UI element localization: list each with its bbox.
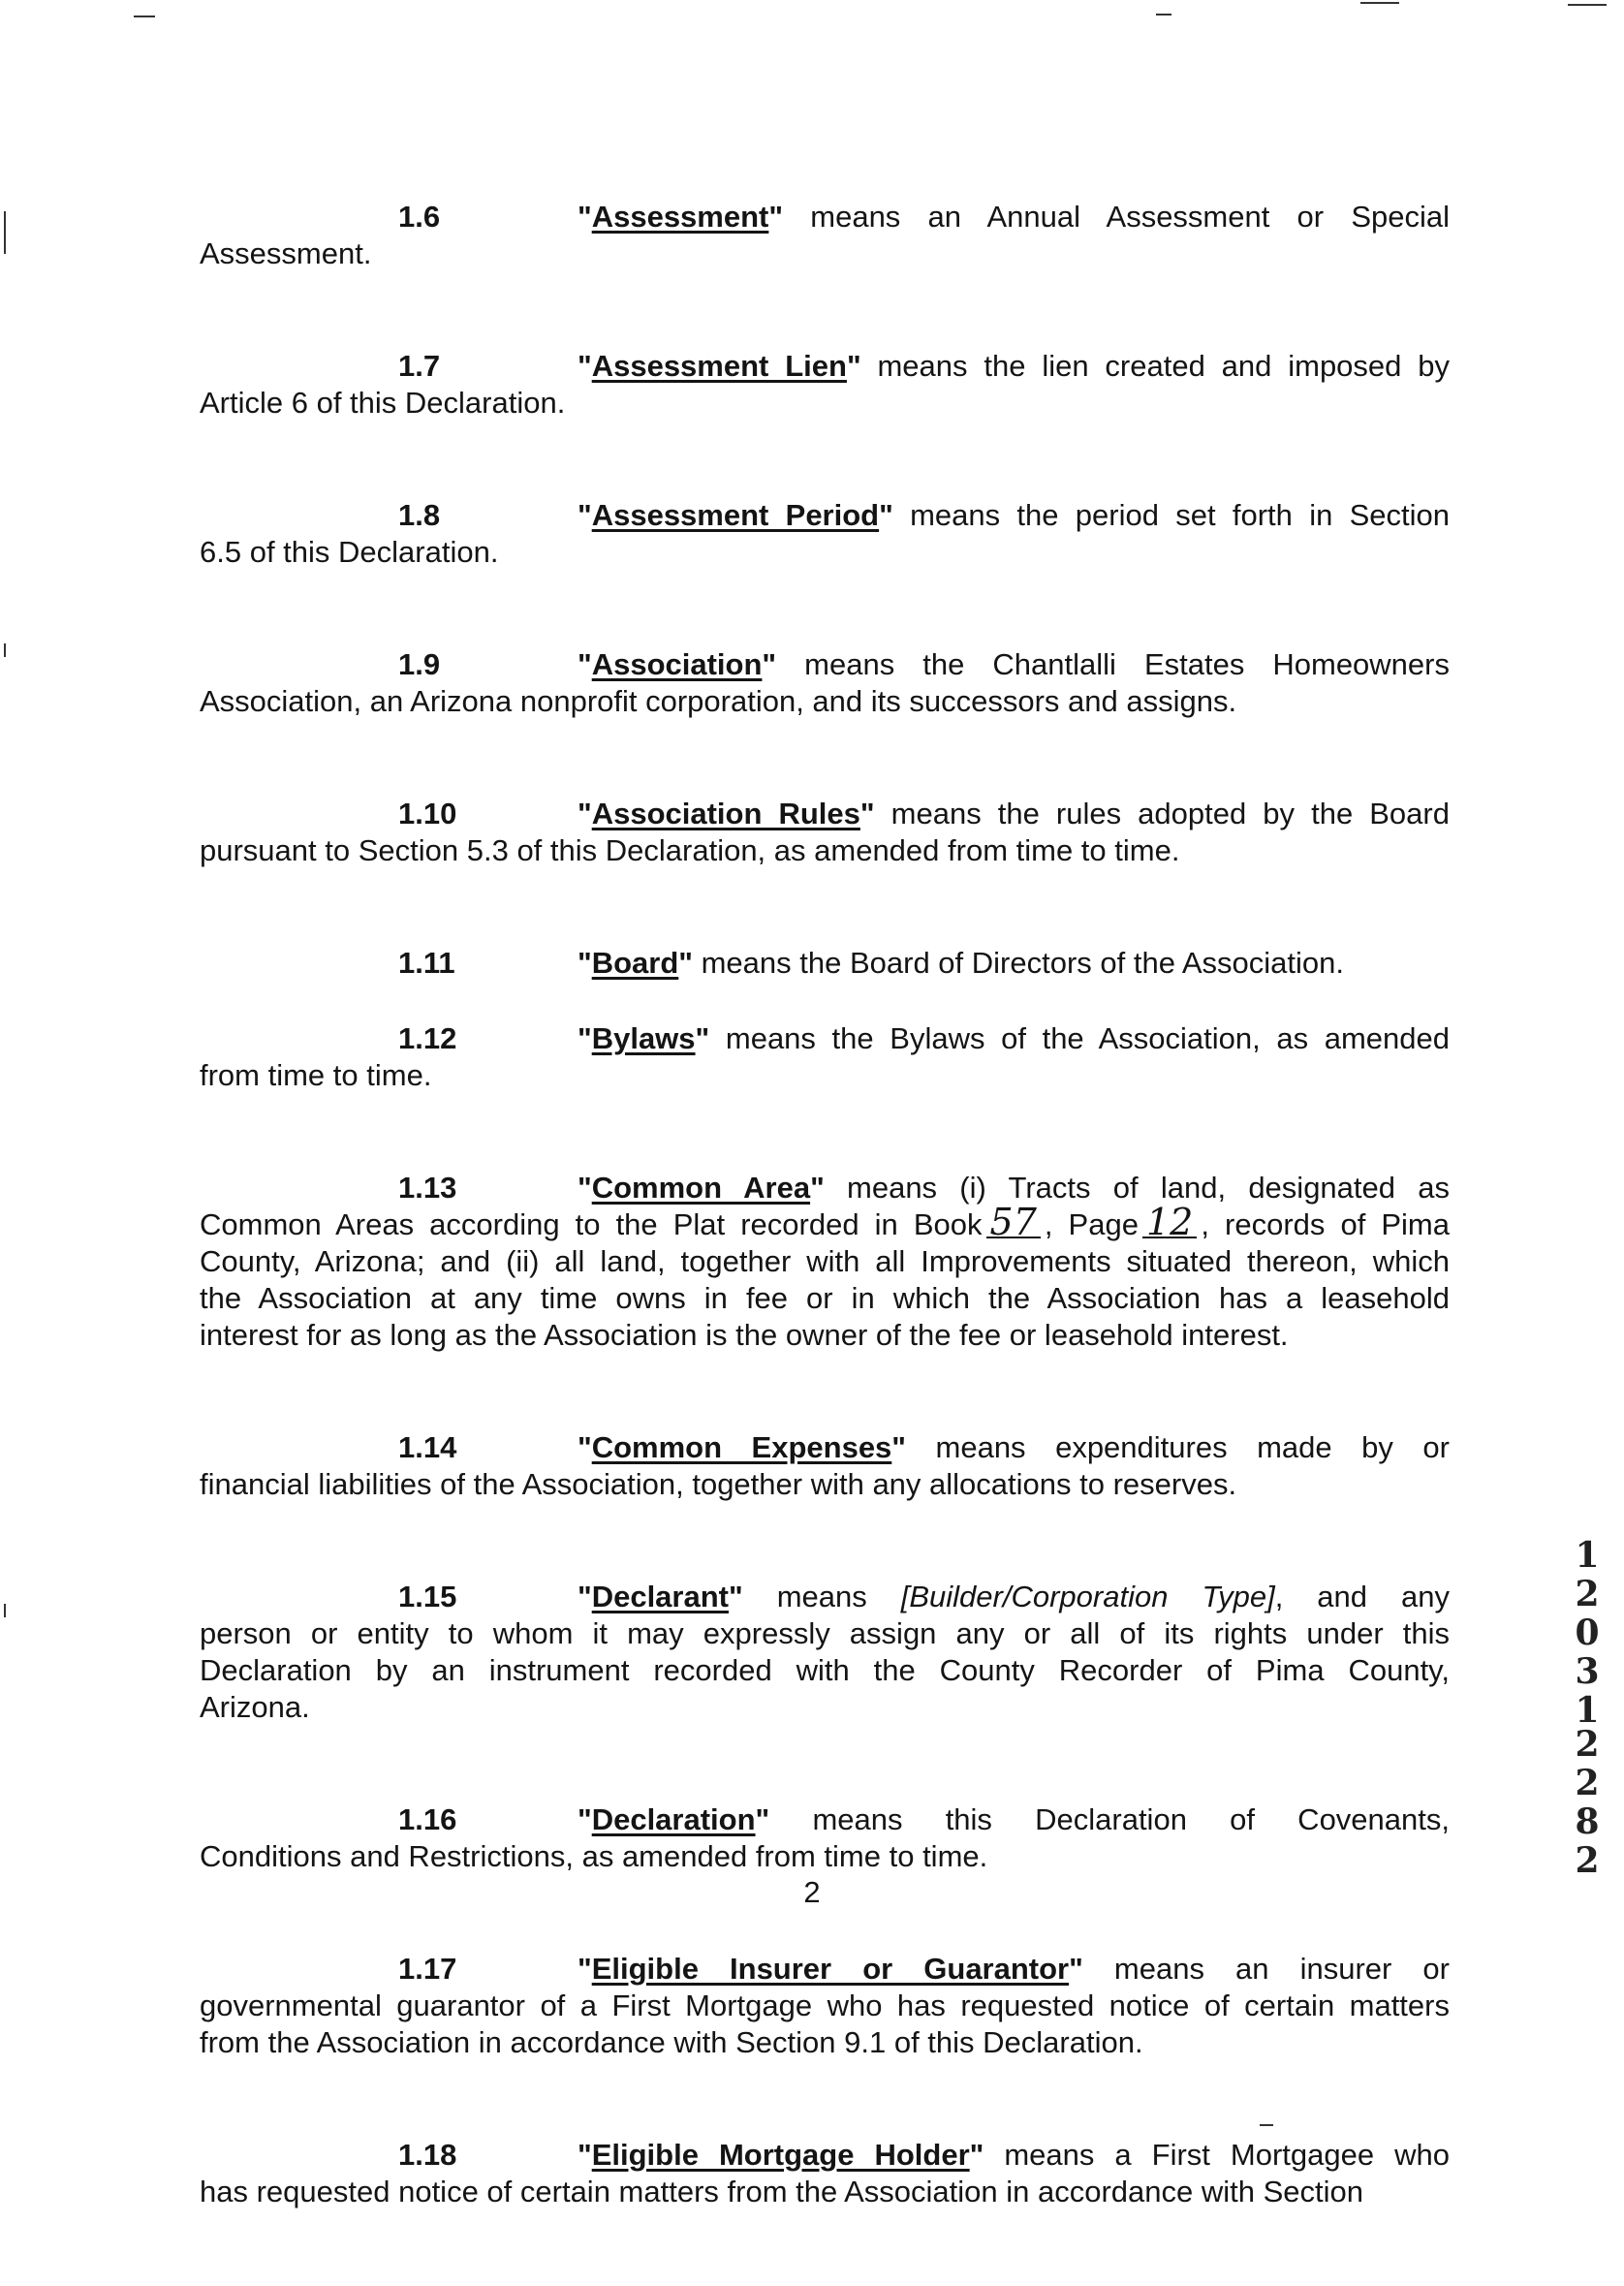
definition-continuation: the Association at any time owns in fee or in which the Association has a leasehold [200,1281,1450,1315]
open-quote: " [578,1580,592,1613]
section-number: 1.14 [398,1430,457,1464]
defined-term: Declaration [591,1802,756,1836]
close-quote: " [859,797,875,830]
definition-1-10 [200,796,1450,869]
definition-1-14 [200,1429,1450,1503]
close-quote: " [810,1171,825,1205]
defined-term: Association [591,647,763,681]
section-number: 1.17 [398,1952,457,1986]
scan-mark [4,643,6,657]
definition-continuation: has requested notice of certain matters from the Association in accordance with Section [200,2175,1364,2208]
definition-1-15 [200,1579,1450,1726]
close-quote: " [879,498,893,532]
definition-continuation: 6.5 of this Declaration. [200,535,499,569]
defined-term: Assessment [591,200,769,234]
definition-continuation: Conditions and Restrictions, as amended from time to time. [200,1839,988,1873]
section-number: 1.11 [398,946,455,980]
definition-text: means the Board of Directors of the Association. [692,946,1344,980]
stamp-digit: 3 [1575,1651,1600,1692]
definition-1-18 [200,2137,1450,2210]
definition-text: means the period set forth in Section [892,498,1451,532]
definition-1-12 [200,1020,1450,1094]
definition-1-6 [200,199,1450,272]
close-quote: " [768,200,784,234]
handwritten-page-number: 12 [1142,1207,1197,1238]
open-quote: " [578,498,592,532]
definition-continuation: pursuant to Section 5.3 of this Declaration, as amended from time to time. [200,833,1180,867]
stamp-digit: 1 [1575,1690,1600,1731]
section-number: 1.6 [398,200,441,234]
defined-term: Declarant [591,1580,729,1613]
open-quote: " [578,647,592,681]
definition-first-line [200,2137,1450,2174]
close-quote: " [755,1802,770,1836]
definition-first-line [200,348,1450,385]
open-quote: " [578,200,592,234]
stamp-digit: 0 [1575,1613,1600,1653]
definition-1-13 [200,1170,1450,1354]
definition-continuation: Assessment. [200,236,372,270]
definition-first-line [200,1579,1450,1615]
close-quote: " [891,1430,906,1464]
stamp-digit: 2 [1575,1724,1600,1765]
defined-term: Assessment Lien [591,349,847,383]
definition-first-line [200,1429,1450,1466]
definition-first-line [200,646,1450,683]
definition-first-line [200,199,1450,235]
definition-text: means an insurer or [1082,1952,1450,1986]
definition-text: means the lien created and imposed by [860,349,1450,383]
definition-continuation: Arizona. [200,1690,310,1724]
definition-1-7 [200,348,1450,422]
stamp-digit: 2 [1575,1840,1600,1881]
definition-first-line [200,1951,1450,1988]
defined-term: Bylaws [591,1021,696,1055]
plat-text: Common Areas according to the Plat recorded in Book [200,1207,983,1241]
stamp-digit: 2 [1575,1763,1600,1803]
scan-mark [1156,14,1171,16]
definition-first-line [200,497,1450,534]
close-quote: " [729,1580,743,1613]
stamp-digit: 2 [1575,1574,1600,1614]
definition-continuation: person or entity to whom it may expressly assign any or all of its rights under this [200,1616,1450,1650]
page-number: 2 [803,1875,821,1909]
document-body [200,199,1450,2286]
open-quote: " [578,349,592,383]
section-number: 1.15 [398,1580,457,1613]
definition-text: means (i) Tracts of land, designated as [824,1171,1450,1205]
close-quote: " [678,946,693,980]
definition-continuation: Declaration by an instrument recorded with the County Recorder of Pima County, [200,1653,1450,1687]
plat-reference-line [200,1201,1451,1243]
stamp-digit: 8 [1575,1801,1600,1842]
plat-text: , Page [1044,1207,1139,1241]
scan-mark [134,16,155,17]
definition-first-line [200,945,1450,982]
definition-1-11 [200,945,1450,982]
definition-1-16 [200,1801,1450,1875]
open-quote: " [578,1021,592,1055]
definition-continuation: Article 6 of this Declaration. [200,386,566,420]
recording-stamp-top [1568,1536,1607,1730]
definition-1-8 [200,497,1450,571]
definition-first-line [200,1170,1450,1206]
section-number: 1.7 [398,349,441,383]
close-quote: " [762,647,777,681]
open-quote: " [578,1802,592,1836]
definition-continuation: interest for as long as the Association is the owner of the fee or leasehold interest. [200,1318,1289,1352]
definition-first-line [200,1020,1450,1057]
definition-1-9 [200,646,1450,720]
section-number: 1.10 [398,797,457,830]
definition-text: means this Declaration of Covenants, [769,1802,1450,1836]
definition-text: means the Chantlalli Estates Homeowners [776,647,1450,681]
defined-term: Association Rules [591,797,860,830]
plat-text: , records of Pima [1201,1207,1451,1241]
section-number: 1.13 [398,1171,457,1205]
open-quote: " [578,797,592,830]
definition-continuation: Association, an Arizona nonprofit corporation, and its successors and assigns. [200,684,1237,718]
section-number: 1.9 [398,647,441,681]
definition-text: means the rules adopted by the Board [874,797,1450,830]
definition-first-line [200,796,1450,832]
close-quote: " [969,2138,984,2172]
open-quote: " [578,1430,592,1464]
close-quote: " [1069,1952,1083,1986]
close-quote: " [846,349,861,383]
definition-text: means [742,1580,901,1613]
definition-text: means the Bylaws of the Association, as amended [709,1021,1450,1055]
recording-stamp-bottom [1568,1725,1607,1880]
definition-continuation: governmental guarantor of a First Mortgage who has requested notice of certain matters [200,1989,1450,2022]
open-quote: " [578,1952,592,1986]
section-number: 1.16 [398,1802,457,1836]
stamp-digit: 1 [1575,1535,1600,1576]
placeholder-text: [Builder/Corporation Type] [900,1580,1275,1613]
defined-term: Common Area [591,1171,811,1205]
definition-text: means a First Mortgagee who [984,2138,1450,2172]
definition-continuation: from the Association in accordance with Section 9.1 of this Declaration. [200,2025,1143,2059]
scan-mark [1360,2,1399,4]
scan-mark [4,211,6,254]
handwritten-book-number: 57 [986,1207,1041,1238]
defined-term: Eligible Mortgage Holder [591,2138,970,2172]
definition-first-line [200,1801,1450,1838]
definition-1-17 [200,1951,1450,2061]
definition-continuation: from time to time. [200,1058,432,1092]
definition-text: , and any [1274,1580,1450,1613]
section-number: 1.12 [398,1021,457,1055]
definition-continuation: County, Arizona; and (ii) all land, together with all Improvements situated thereon, which [200,1244,1450,1278]
definition-continuation: financial liabilities of the Association, together with any allocations to reserves. [200,1467,1237,1501]
open-quote: " [578,946,592,980]
close-quote: " [695,1021,710,1055]
open-quote: " [578,2138,592,2172]
defined-term: Common Expenses [591,1430,892,1464]
section-number: 1.8 [398,498,441,532]
open-quote: " [578,1171,592,1205]
defined-term: Eligible Insurer or Guarantor [591,1952,1070,1986]
scan-mark [1568,4,1607,6]
definition-text: means expenditures made by or [906,1430,1450,1464]
defined-term: Board [591,946,679,980]
scan-mark [4,1604,6,1617]
definition-text: means an Annual Assessment or Special [783,200,1450,234]
section-number: 1.18 [398,2138,457,2172]
defined-term: Assessment Period [591,498,880,532]
